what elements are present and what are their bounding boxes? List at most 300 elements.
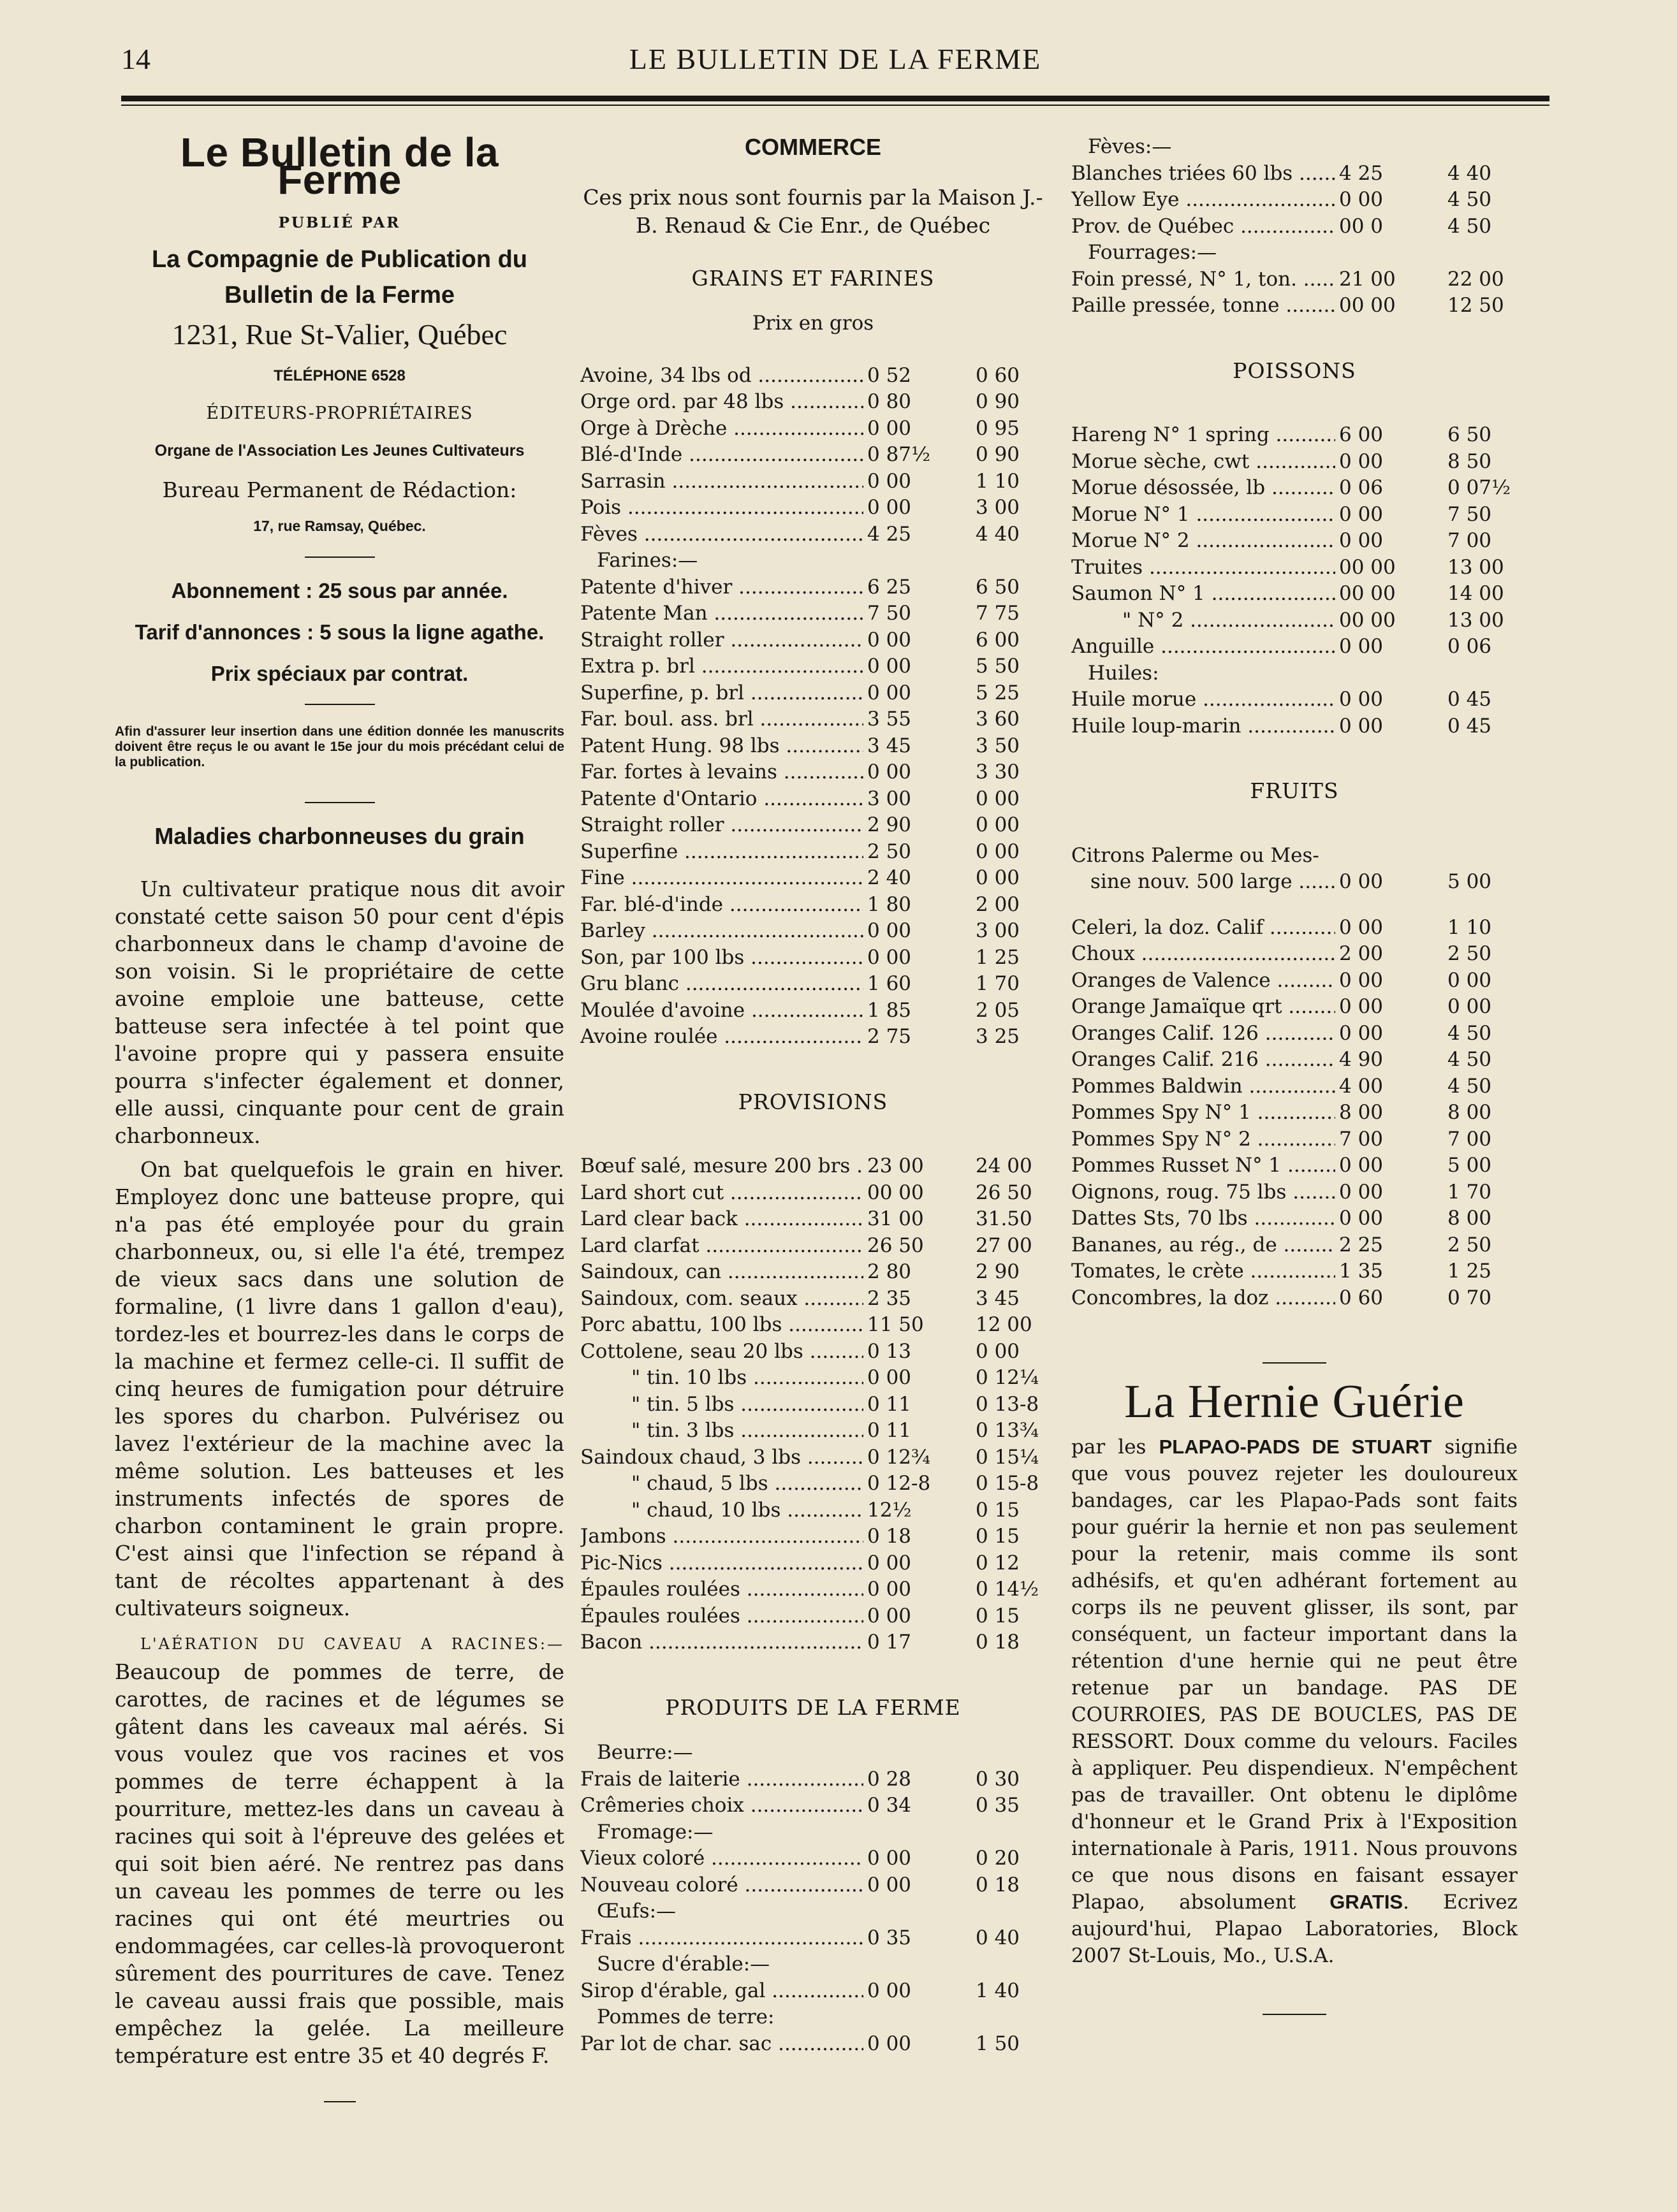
price-low: 0 00 (1335, 634, 1403, 660)
price-row (580, 389, 1046, 416)
price-row (1071, 1047, 1518, 1073)
price-low: 0 00 (863, 945, 931, 971)
item-name: Paille pressée, tonne ..... (1071, 293, 1335, 319)
price-high: 14 00 (1447, 582, 1504, 605)
price-high: 0 12¼ (976, 1366, 1039, 1389)
price-high: 12 00 (976, 1313, 1032, 1336)
price-row (580, 1576, 1046, 1603)
item-name: Oranges de Valence ..... (1071, 968, 1335, 994)
item-name: Oignons, roug. 75 lbs ..... (1071, 1179, 1335, 1206)
price-low: 7 00 (1335, 1126, 1403, 1153)
price-low: 2 40 (863, 865, 931, 892)
price-row (580, 1550, 1046, 1577)
price-row (580, 1180, 1046, 1207)
price-high: 6 50 (1447, 423, 1492, 446)
address: 1231, Rue St-Valier, Québec (172, 318, 508, 351)
price-high: 4 50 (1447, 1074, 1492, 1098)
price-row (580, 1153, 1046, 1180)
item-name: Patente Man ..... (580, 600, 863, 627)
price-row (1071, 1153, 1518, 1179)
price-low: 00 00 (1335, 608, 1403, 634)
price-row (1071, 1258, 1518, 1285)
item-name: Patente d'Ontario ..... (580, 786, 863, 813)
item-name: Oranges Calif. 126 ..... (1071, 1021, 1335, 1047)
item-name: Épaules roulées ..... (580, 1576, 863, 1603)
price-table (580, 1845, 1046, 1898)
price-row (1071, 187, 1518, 214)
price-low: 0 00 (863, 653, 931, 680)
price-high: 0 35 (976, 1794, 1020, 1817)
price-low: 0 17 (863, 1629, 931, 1656)
price-high: 0 20 (976, 1847, 1020, 1870)
price-row (580, 1497, 1046, 1524)
page-number: 14 (121, 43, 150, 75)
item-name: Morue sèche, cwt ..... (1071, 449, 1335, 476)
price-high: 0 12 (976, 1551, 1020, 1575)
price-low: 0 00 (863, 759, 931, 786)
price-row (580, 971, 1046, 998)
price-low: 0 35 (863, 1925, 931, 1952)
price-row (580, 442, 1046, 469)
price-row (580, 1444, 1046, 1471)
section-title: GRAINS ET FARINES (691, 265, 935, 291)
price-row (1071, 1232, 1518, 1259)
price-high: 2 50 (1447, 1233, 1492, 1256)
price-row (1071, 713, 1518, 740)
ad-text: par les (1071, 1435, 1146, 1459)
price-low: 0 00 (863, 1365, 931, 1392)
price-row (1071, 266, 1518, 293)
price-low: 0 00 (863, 469, 931, 495)
ad-text: . Ecrivez aujourd'hui, Plapao Laboratories, Block 2007 St-Louis, Mo., U.S.A. (1071, 1890, 1518, 1967)
price-high: 0 90 (976, 443, 1020, 466)
item-name: " tin. 3 lbs ..... (580, 1418, 863, 1444)
item-name: Blé-d'Inde ..... (580, 442, 863, 469)
item-name: Lard short cut ..... (580, 1180, 863, 1207)
column-masthead (115, 129, 564, 2121)
price-low: 0 00 (1335, 1021, 1403, 1047)
price-low: 2 90 (863, 812, 931, 839)
price-low: 0 12¾ (863, 1444, 931, 1471)
price-high: 2 00 (976, 892, 1020, 916)
price-row (1071, 555, 1518, 581)
item-name: " chaud, 10 lbs ..... (580, 1497, 863, 1524)
item-name: Barley ..... (580, 918, 863, 945)
price-row (580, 812, 1046, 839)
price-row (580, 1925, 1046, 1952)
price-high: 1 10 (976, 469, 1020, 493)
price-high: 3 30 (976, 760, 1020, 783)
price-low: 12½ (863, 1497, 931, 1524)
price-high: 0 00 (1447, 995, 1492, 1018)
item-name: Yellow Eye ..... (1071, 187, 1335, 214)
category-label: Beurre:— (597, 1741, 693, 1764)
price-high: 0 06 (1447, 635, 1492, 658)
price-row (580, 1233, 1046, 1260)
price-row (580, 706, 1046, 733)
item-name: Hareng N° 1 spring ..... (1071, 422, 1335, 449)
item-name: Pommes Baldwin ..... (1071, 1073, 1335, 1100)
price-low: 3 45 (863, 733, 931, 760)
price-low: 0 60 (1335, 1285, 1403, 1312)
column-commerce (580, 134, 1046, 2057)
price-high: 0 15 (976, 1604, 1020, 1627)
article-title: Maladies charbonneuses du grain (154, 823, 525, 849)
price-low: 0 00 (863, 2031, 931, 2058)
price-high: 13 00 (1447, 555, 1504, 579)
price-high: 0 13-8 (976, 1392, 1039, 1416)
price-high: 0 60 (976, 363, 1020, 387)
price-row (1071, 1073, 1518, 1100)
price-low: 0 00 (1335, 502, 1403, 528)
price-low: 0 00 (1335, 968, 1403, 994)
price-low: 3 55 (863, 706, 931, 733)
price-low: 0 00 (1335, 915, 1403, 942)
price-low: 0 00 (863, 627, 931, 654)
price-row (580, 1766, 1046, 1793)
item-name: Straight roller ..... (580, 627, 863, 654)
price-high: 5 00 (1447, 1154, 1492, 1177)
price-high: 26 50 (976, 1181, 1032, 1204)
item-name: Saumon N° 1 ..... (1071, 581, 1335, 608)
paragraph-text: Beaucoup de pommes de terre, de carottes, de racines et de légumes se gâtent dans les caveaux mal aérés. Si vous voulez que vos racines et vos pommes de terre échappent à la pourriture, mettez-les dans un caveau à racines qui soit à l'épreuve des gelées et qui soit bien aéré. Ne rentrez pas dans un caveau les pommes de terre ou les racines qui ont été meurtries ou endommagées, car celles-là provoqueront sûrement des pourritures de cave. Tenez le caveau aussi frais que possible, mais empêchez la gelée. La meilleure température est entre 35 et 40 degrés F. (115, 1659, 564, 2068)
price-high: 4 50 (1447, 1048, 1492, 1071)
price-table (580, 2031, 1046, 2058)
price-row (1071, 687, 1518, 713)
price-row (1071, 869, 1518, 896)
item-name: Pommes Russet N° 1 ..... (1071, 1153, 1335, 1179)
item-name: Cottolene, seau 20 lbs ..... (580, 1339, 863, 1365)
price-low: 0 87½ (863, 442, 931, 469)
price-high: 1 50 (976, 2032, 1020, 2055)
price-high: 3 00 (976, 919, 1020, 942)
item-name: Huile morue ..... (1071, 687, 1335, 713)
item-name: Tomates, le crète ..... (1071, 1258, 1335, 1285)
divider (1263, 2014, 1326, 2015)
divider (1263, 1362, 1326, 1364)
price-low: 11 50 (863, 1312, 931, 1339)
price-high: 0 00 (976, 1339, 1020, 1363)
telephone: TÉLÉPHONE 6528 (274, 367, 406, 384)
item-name: Moulée d'avoine ..... (580, 998, 863, 1024)
price-low: 00 0 (1335, 214, 1403, 240)
ad-text: signifie que vous pouvez rejeter les douloureux bandages, car les Plapao-Pads sont faits pour guérir la hernie et non pas seulement pour la retenir, mais comme ils sont adhésifs, et qu'en adhérant fortement au corps ils ne peuvent glisser, ils sont, par conséquent, un facteur important dans la rétention d'une hernie qui ne peut être retenue par un bandage. PAS DE COURROIES, PAS DE BOUCLES, PAS DE RESSORT. Doux comme du velours. Faciles à appliquer. Peu dispendieux. N'empêchent pas de travailler. Ont obtenu le diplôme d'honneur et le Grand Prix à l'Exposition internationale à Paris, 1911. Nous prouvons ce que nous disons en faisant essayer Plapao, absolument (1071, 1435, 1518, 1914)
price-row (580, 1793, 1046, 1819)
price-row (580, 1629, 1046, 1656)
section-title: FRUITS (1250, 778, 1339, 803)
price-table (1071, 915, 1518, 1312)
item-name: Anguille ..... (1071, 634, 1335, 660)
item-name: Son, par 100 lbs ..... (580, 945, 863, 971)
price-low: 00 00 (1335, 555, 1403, 581)
item-name: Bœuf salé, mesure 200 brs ..... (580, 1153, 863, 1180)
category-label: Sucre d'érable:— (597, 1953, 770, 1976)
price-high: 7 50 (1447, 502, 1492, 526)
item-name: Patent Hung. 98 lbs ..... (580, 733, 863, 760)
price-high: 1 10 (1447, 915, 1492, 939)
price-low: 0 00 (863, 416, 931, 442)
item-name: " tin. 10 lbs ..... (580, 1365, 863, 1392)
price-row (1071, 1100, 1518, 1126)
price-high: 12 50 (1447, 294, 1504, 317)
item-name: Morue N° 1 ..... (1071, 502, 1335, 528)
item-name: Pois ..... (580, 495, 863, 521)
price-high: 0 14½ (976, 1578, 1039, 1601)
price-row (580, 469, 1046, 495)
price-row (580, 918, 1046, 945)
item-name: " N° 2 ..... (1071, 608, 1335, 634)
price-low: 0 00 (1335, 528, 1403, 555)
item-name: Dattes Sts, 70 lbs ..... (1071, 1205, 1335, 1232)
price-high: 3 25 (976, 1025, 1020, 1048)
price-row (580, 1845, 1046, 1872)
price-row (1071, 422, 1518, 449)
price-row (580, 363, 1046, 389)
item-name: Truites ..... (1071, 555, 1335, 581)
price-high: 7 00 (1447, 1127, 1492, 1151)
item-name: Oranges Calif. 216 ..... (1071, 1047, 1335, 1073)
price-high: 0 95 (976, 416, 1020, 440)
price-low: 00 00 (863, 1180, 931, 1207)
item-name: Blanches triées 60 lbs ..... (1071, 161, 1335, 187)
category-label: Huiles: (1088, 661, 1159, 685)
item-name: Orange Jamaïque qrt ..... (1071, 994, 1335, 1021)
price-low: 0 00 (863, 1550, 931, 1577)
price-low: 00 00 (1335, 581, 1403, 608)
item-name: " tin. 5 lbs ..... (580, 1392, 863, 1418)
price-high: 0 45 (1447, 688, 1492, 711)
price-low: 0 00 (1335, 687, 1403, 713)
price-high: 2 05 (976, 998, 1020, 1022)
price-row (580, 1872, 1046, 1899)
item-name: Patente d'hiver ..... (580, 574, 863, 601)
price-low: 0 00 (863, 1576, 931, 1603)
price-low: 0 00 (1335, 713, 1403, 740)
price-row (1071, 1126, 1518, 1153)
paragraph: On bat quelquefois le grain en hiver. Employez donc une batteuse propre, qui n'a pas été employée pour du grain charbonneux, ou, si elle l'a été, trempez de vieux sacs dans une solution de formaline, (1 livre dans 1 gallon d'eau), tordez-les et bourrez-les dans le corps de la machine et fermez celle-ci. Il suffit de cinq heures de fumigation pour détruire les spores du charbon. Pulvérisez ou lavez l'extérieur de la machine avec la même solution. Les batteuses et les instruments infectés de spores de charbon contaminent le grain propre. C'est ainsi que l'infection se répand à tant de récoltes appartenant à des cultivateurs soigneux. (115, 1157, 564, 1620)
price-row (1071, 1205, 1518, 1232)
price-low: 4 90 (1335, 1047, 1403, 1073)
price-low: 0 00 (1335, 869, 1403, 896)
price-high: 0 18 (976, 1631, 1020, 1654)
price-row (580, 627, 1046, 654)
price-table (580, 363, 1046, 548)
paragraph (115, 1628, 564, 2069)
price-row (580, 1365, 1046, 1392)
price-row (1071, 941, 1518, 968)
ad-title: La Hernie Guérie (1124, 1376, 1465, 1428)
price-row (580, 839, 1046, 866)
price-high: 8 00 (1447, 1101, 1492, 1124)
ad-brand: PLAPAO-PADS DE STUART (1159, 1435, 1432, 1458)
price-low: 0 28 (863, 1766, 931, 1793)
price-low: 0 00 (863, 918, 931, 945)
price-low: 0 80 (863, 389, 931, 416)
price-high: 3 60 (976, 708, 1020, 731)
price-low: 6 00 (1335, 422, 1403, 449)
price-low: 3 00 (863, 786, 931, 813)
price-high: 4 40 (976, 522, 1020, 546)
price-high: 24 00 (976, 1154, 1032, 1177)
price-row (580, 892, 1046, 919)
organe: Organe de l'Association Les Jeunes Cultivateurs (154, 442, 525, 460)
price-high: 2 50 (1447, 942, 1492, 965)
item-name: Fine ..... (580, 865, 863, 892)
price-high: 22 00 (1447, 267, 1504, 291)
price-row (1071, 293, 1518, 319)
citrons-line1: Citrons Palerme ou Mes- (1071, 843, 1319, 867)
price-low: 0 00 (863, 680, 931, 707)
price-high: 1 70 (976, 972, 1020, 995)
price-low: 0 00 (1335, 449, 1403, 476)
price-high: 1 70 (1447, 1180, 1492, 1204)
item-name: Orge ord. par 48 lbs ..... (580, 389, 863, 416)
price-low: 23 00 (863, 1153, 931, 1180)
price-row (1071, 502, 1518, 528)
price-low: 6 25 (863, 574, 931, 601)
item-name: Crêmeries choix ..... (580, 1793, 863, 1819)
price-high: 0 30 (976, 1767, 1020, 1791)
item-name: Extra p. brl ..... (580, 653, 863, 680)
price-low: 0 00 (1335, 1153, 1403, 1179)
divider (305, 557, 375, 558)
item-name: Pic-Nics ..... (580, 1550, 863, 1577)
item-name: Par lot de char. sac ..... (580, 2031, 863, 2058)
price-high: 1 25 (976, 945, 1020, 969)
price-row (1071, 968, 1518, 994)
price-row (580, 680, 1046, 707)
notice: Afin d'assurer leur insertion dans une édition donnée les manuscrits doivent être reçus le ou avant le 15e jour du mois précédant celui de la publication. (115, 724, 564, 769)
price-row (580, 1524, 1046, 1550)
section-title: PRODUITS DE LA FERME (665, 1694, 961, 1720)
ad-gratis: GRATIS (1329, 1890, 1403, 1913)
price-row (580, 945, 1046, 971)
publie-par: PUBLIÉ PAR (278, 214, 401, 231)
price-high: 4 40 (1447, 161, 1492, 185)
price-high: 4 50 (1447, 1021, 1492, 1045)
price-row (580, 653, 1046, 680)
price-table (580, 1925, 1046, 1952)
price-low: 2 50 (863, 839, 931, 866)
price-high: 0 13¾ (976, 1419, 1039, 1442)
price-table (1071, 161, 1518, 240)
price-high: 0 18 (976, 1873, 1020, 1896)
price-high: 31.50 (976, 1207, 1032, 1230)
item-name: Concombres, la doz ..... (1071, 1285, 1335, 1312)
price-low: 1 85 (863, 998, 931, 1024)
running-head (121, 42, 1549, 87)
bureau-address: 17, rue Ramsay, Québec. (253, 518, 426, 534)
price-high: 4 50 (1447, 188, 1492, 211)
price-high: 7 75 (976, 602, 1020, 625)
header-rule-thin (121, 105, 1549, 106)
price-row (580, 865, 1046, 892)
price-low: 1 35 (1335, 1258, 1403, 1285)
price-table (1071, 422, 1518, 660)
price-high: 0 07½ (1447, 476, 1511, 499)
price-high: 5 25 (976, 681, 1020, 704)
price-row (580, 1418, 1046, 1444)
price-low: 8 00 (1335, 1100, 1403, 1126)
item-name: Huile loup-marin ..... (1071, 713, 1335, 740)
price-table (1071, 687, 1518, 739)
price-row (1071, 449, 1518, 476)
price-low: 0 00 (863, 1872, 931, 1899)
price-row (580, 521, 1046, 548)
price-low: 2 80 (863, 1259, 931, 1286)
item-name: Far. boul. ass. brl ..... (580, 706, 863, 733)
item-name: Celeri, la doz. Calif ..... (1071, 915, 1335, 942)
price-low: 0 00 (863, 1845, 931, 1872)
price-high: 0 70 (1447, 1286, 1492, 1309)
price-high: 0 00 (976, 840, 1020, 863)
price-low: 0 00 (863, 495, 931, 521)
price-row (580, 2031, 1046, 2058)
price-row (580, 495, 1046, 521)
item-name: Saindoux chaud, 3 lbs ..... (580, 1444, 863, 1471)
item-name: Lard clear back ..... (580, 1206, 863, 1233)
price-row (1071, 528, 1518, 555)
price-low: 00 00 (1335, 293, 1403, 319)
section-title: POISSONS (1233, 358, 1356, 383)
price-high: 0 15 (976, 1525, 1020, 1548)
price-row (1071, 581, 1518, 608)
item-name: Lard clarfat ..... (580, 1233, 863, 1260)
item-name: Sarrasin ..... (580, 469, 863, 495)
editeurs: ÉDITEURS-PROPRIÉTAIRES (206, 404, 473, 423)
price-high: 6 50 (976, 575, 1020, 599)
price-row (1071, 994, 1518, 1021)
price-low: 0 00 (863, 1978, 931, 2005)
bureau: Bureau Permanent de Rédaction: (162, 477, 517, 502)
item-name: Sirop d'érable, gal ..... (580, 1978, 863, 2005)
column-prices-ad (1071, 134, 1518, 2034)
price-low: 0 00 (1335, 187, 1403, 214)
price-table (580, 1153, 1046, 1656)
price-low: 31 00 (863, 1206, 931, 1233)
price-low: 0 13 (863, 1339, 931, 1365)
item-name: Superfine ..... (580, 839, 863, 866)
price-row (580, 416, 1046, 442)
price-high: 1 25 (1447, 1260, 1492, 1283)
price-low: 1 80 (863, 892, 931, 919)
item-name: sine nouv. 500 large ..... (1071, 869, 1335, 896)
item-name: Gru blanc ..... (580, 971, 863, 998)
price-row (580, 1603, 1046, 1630)
price-low: 0 52 (863, 363, 931, 389)
price-low: 4 25 (863, 521, 931, 548)
item-name: Prov. de Québec ..... (1071, 214, 1335, 240)
price-high: 8 00 (1447, 1207, 1492, 1230)
item-name: Pommes Spy N° 2 ..... (1071, 1126, 1335, 1153)
item-name: Épaules roulées ..... (580, 1603, 863, 1630)
item-name: Frais ..... (580, 1925, 863, 1952)
abonnement: Abonnement : 25 sous par année. (171, 579, 508, 602)
item-name: Avoine, 34 lbs od ..... (580, 363, 863, 389)
price-table (1071, 266, 1518, 319)
price-low: 0 34 (863, 1793, 931, 1819)
price-high: 0 90 (976, 390, 1020, 413)
price-low: 2 00 (1335, 941, 1403, 968)
commerce-intro: Ces prix nous sont fournis par la Maison J.-B. Renaud & Cie Enr., de Québec (583, 184, 1043, 238)
masthead: Le Bulletin de la Ferme (180, 129, 499, 203)
price-table (580, 574, 1046, 1051)
price-low: 0 00 (1335, 994, 1403, 1021)
paragraph: Un cultivateur pratique nous dit avoir constaté cette saison 50 pour cent d'épis charbonneux dans le champ d'avoine de son voisin. Si le propriétaire de cette avoine emploie une batteuse, cette batteuse sera infectée à tel point que l'avoine propre qui y passera ensuite pourra s'infecter également et donner, elle aussi, cinquante pour cent de grain charbonneux. (115, 877, 564, 1148)
price-high: 3 45 (976, 1286, 1020, 1310)
price-low: 0 18 (863, 1524, 931, 1550)
price-high: 0 15-8 (976, 1472, 1039, 1495)
